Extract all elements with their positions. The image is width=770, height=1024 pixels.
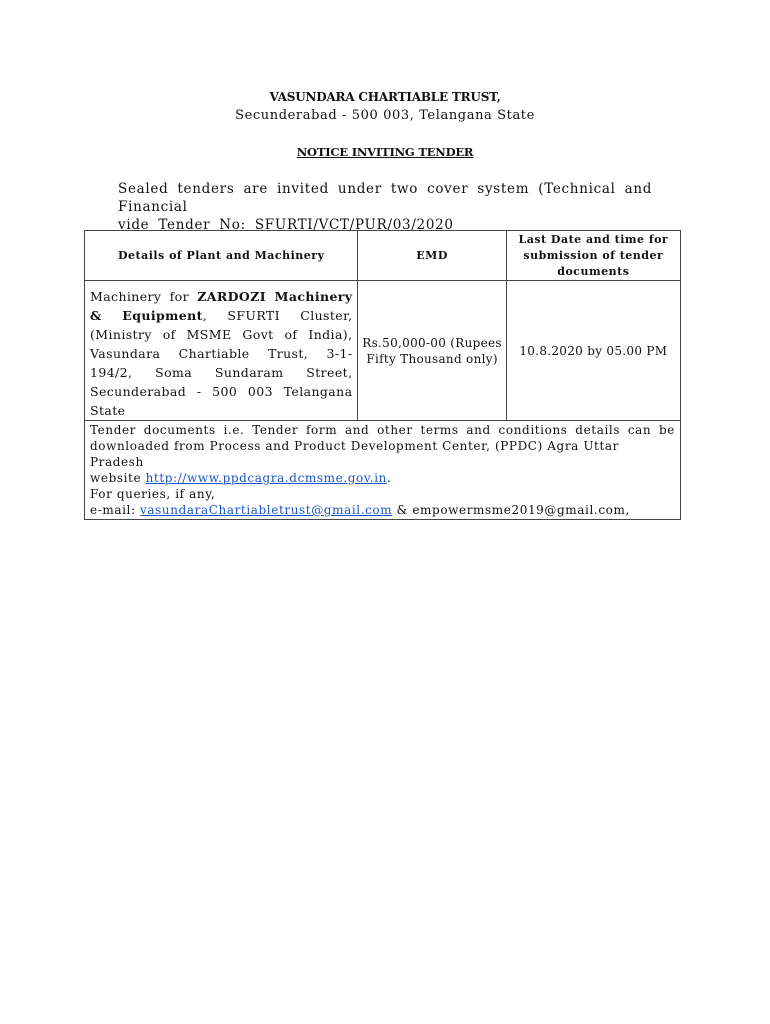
header-last-date (506, 231, 680, 281)
notice-title: NOTICE INVITING TENDER (296, 145, 474, 159)
website-link[interactable]: http://www.ppdcagra.dcmsme.gov.in (145, 471, 387, 485)
header-last-date-label: Last Date and time for submission of tender documents (518, 232, 669, 278)
docs-queries-line: For queries, if any, (90, 487, 216, 501)
header-emd (358, 231, 506, 281)
table-footer-row (85, 421, 681, 520)
last-date-cell: 10.8.2020 by 05.00 PM (506, 281, 680, 421)
emd-line-1: Rs.50,000-00 (Rupees (362, 335, 502, 350)
docs-line-2: downloaded from Process and Product Development Center, (PPDC) Agra Uttar Pradesh (90, 439, 619, 469)
tender-table (84, 230, 681, 520)
organization-name: VASUNDARA CHARTIABLE TRUST, (269, 90, 501, 104)
email-suffix: & empowermsme2019@gmail.com, (392, 503, 630, 517)
intro-paragraph (118, 180, 678, 234)
header-emd-label: EMD (416, 248, 448, 262)
details-prefix: Machinery for (90, 289, 198, 304)
email-link[interactable]: vasundaraChartiabletrust@gmail.com (140, 503, 393, 517)
docs-line-1: Tender documents i.e. Tender form and other terms and conditions details can be (90, 423, 675, 437)
website-suffix: . (386, 471, 392, 485)
emd-line-2: Fifty Thousand only) (366, 351, 498, 366)
docs-email-line (90, 502, 675, 518)
intro-line-1: Sealed tenders are invited under two cover system (Technical and Financial (118, 181, 653, 215)
table-header-row (85, 231, 681, 281)
docs-website-line (90, 470, 675, 486)
email-prefix: e-mail: (90, 503, 141, 517)
table-row (85, 281, 681, 421)
tender-documents-cell (85, 421, 681, 520)
details-bold: ZARDOZI Machinery & Equipment (90, 289, 353, 323)
details-cell (85, 281, 358, 421)
details-suffix: , SFURTI Cluster, (Ministry of MSME Govt of India), Vasundara Chartiable Trust, 3-1-194/2, Soma Sundaram Street, Secunderabad - 500 003 Telangana State (90, 308, 353, 418)
emd-cell (358, 281, 506, 421)
header-details-label: Details of Plant and Machinery (117, 248, 325, 262)
intro-line-2: vide Tender No: SFURTI/VCT/PUR/03/2020 (118, 217, 454, 233)
organization-address: Secunderabad - 500 003, Telangana State (235, 108, 535, 123)
header-details (85, 231, 358, 281)
website-prefix: website (90, 471, 146, 485)
